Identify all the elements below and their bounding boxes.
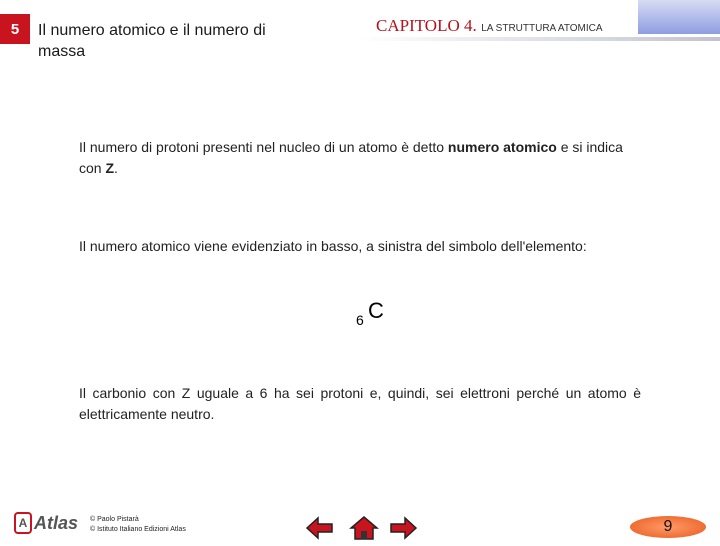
atlas-logo-text: Atlas [33, 512, 78, 533]
page-number: 9 [663, 518, 673, 535]
atlas-logo-mark: A [14, 512, 32, 534]
arrow-right-icon [388, 515, 418, 541]
chapter-label: CAPITOLO 4. [376, 16, 477, 35]
page-number-badge [630, 516, 706, 538]
paragraph-carbon: Il carbonio con Z uguale a 6 ha sei protoni e, quindi, sei elettroni perché un atomo è elettricamente neutro. [79, 385, 641, 422]
atomic-number: 6 [356, 312, 364, 328]
p1-text-middle: e si indica con [79, 139, 623, 176]
chapter-heading [376, 16, 603, 36]
section-number: 5 [10, 20, 20, 38]
p1-text-start: Il numero di protoni presenti nel nucleo di un atomo è detto [79, 139, 448, 155]
p1-text-end: . [114, 160, 118, 176]
home-button[interactable] [349, 515, 379, 541]
prev-button[interactable] [305, 515, 335, 541]
paragraph-definition [79, 137, 641, 179]
p1-term: numero atomico [447, 139, 557, 155]
credits [90, 515, 186, 535]
section-title: Il numero atomico e il numero di massa [38, 22, 266, 60]
credit-publisher: © Istituto Italiano Edizioni Atlas [90, 526, 186, 533]
atlas-logo [14, 508, 78, 538]
p1-symbol: Z [105, 160, 115, 176]
element-letter: C [368, 298, 384, 323]
home-icon [349, 515, 379, 541]
section-number-badge [0, 14, 30, 44]
paragraph-notation: Il numero atomico viene evidenziato in basso, a sinistra del simbolo dell'elemento: [79, 238, 587, 254]
credit-author: © Paolo Pistarà [90, 516, 139, 523]
next-button[interactable] [388, 515, 418, 541]
header-divider [360, 37, 720, 41]
chapter-subtitle: LA STRUTTURA ATOMICA [481, 23, 603, 34]
arrow-left-icon [305, 515, 335, 541]
header-corner-decoration [638, 0, 720, 34]
